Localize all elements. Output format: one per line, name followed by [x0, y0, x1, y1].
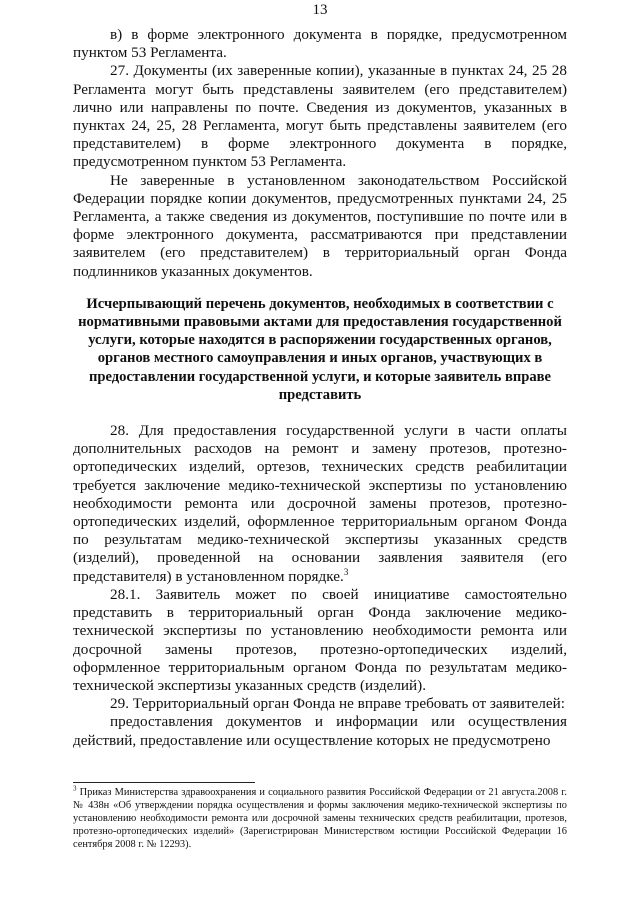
page-number: 13: [312, 2, 328, 18]
section-heading: Исчерпывающий перечень документов, необходимых в соответствии с нормативными правовыми актами для предоставления государственной услуги, которые находятся в распоряжении государственных органов, органов местного самоуправления и иных органов, участвующих в предоставлении государственной услуги, и которые заявитель вправе представить: [78, 295, 562, 403]
footnote-reference[interactable]: 3: [343, 566, 349, 577]
paragraph-26-v: в) в форме электронного документа в порядке, предусмотренном пунктом 53 Регламента.: [73, 26, 567, 62]
paragraph-27: 27. Документы (их заверенные копии), указанные в пунктах 24, 25 28 Регламента могут быть представлены заявителем (его представителем) лично или направлены по почте. Сведения из документов, указанных в пунктах 24, 25, 28 Регламента, могут быть представлены заявителем (его представителем) в форме электронного документа в порядке, предусмотренном пунктом 53 Регламента.: [73, 62, 567, 171]
paragraph-28: [73, 422, 567, 586]
paragraph-29-item: предоставления документов и информации или осуществления действий, предоставление или осуществление которых не предусмотрено: [73, 713, 567, 749]
paragraph-29: 29. Территориальный орган Фонда не вправе требовать от заявителей:: [110, 695, 565, 713]
footnote-mark: 3: [73, 784, 77, 793]
document-body: [73, 26, 567, 750]
footnote-text: Приказ Министерства здравоохранения и социального развития Российской Федерации от 21 августа.2008 г. № 438н «Об утверждении порядка осуществления и формы заключения медико-технической экспертизы по установлению необходимости ремонта или досрочной замены технических средств реабилитации, протезов, протезно-ортопедических изделий» (Зарегистрирован Министерством юстиции Российской Федерации 16 сентября 2008 г. № 12293).: [73, 787, 567, 850]
footnote: [73, 786, 567, 851]
paragraph-28-text: 28. Для предоставления государственной услуги в части оплаты дополнительных расходов на ремонт и замену протезов, протезно-ортопедических изделий, ортезов, технических средств реабилитации требуется заключение медико-технической экспертизы по установлению необходимости ремонта или досрочной замены протезов, протезно-ортопедических изделий, оформленное территориальным органом Фонда по результатам медико-технической экспертизы указанных средств (изделий), проведенной на основании заявления заявителя (его представителя) в установленном порядке.: [73, 422, 567, 585]
paragraph-27-cont: Не заверенные в установленном законодательством Российской Федерации порядке копии документов, предусмотренных пунктами 24, 25 Регламента, а также сведения из документов, поступившие по почте или в форме электронного документа, рассматриваются при представлении заявителем (его представителем) в территориальный орган Фонда подлинников указанных документов.: [73, 171, 567, 280]
paragraph-28-1: 28.1. Заявитель может по своей инициативе самостоятельно представить в территориальный орган Фонда заключение медико-технической экспертизы по установлению необходимости ремонта или досрочной замены протезов, протезно-ортопедических изделий, оформленное территориальным органом Фонда по результатам медико-технической экспертизы указанных средств (изделий).: [73, 585, 567, 694]
footnote-divider: [73, 782, 255, 783]
